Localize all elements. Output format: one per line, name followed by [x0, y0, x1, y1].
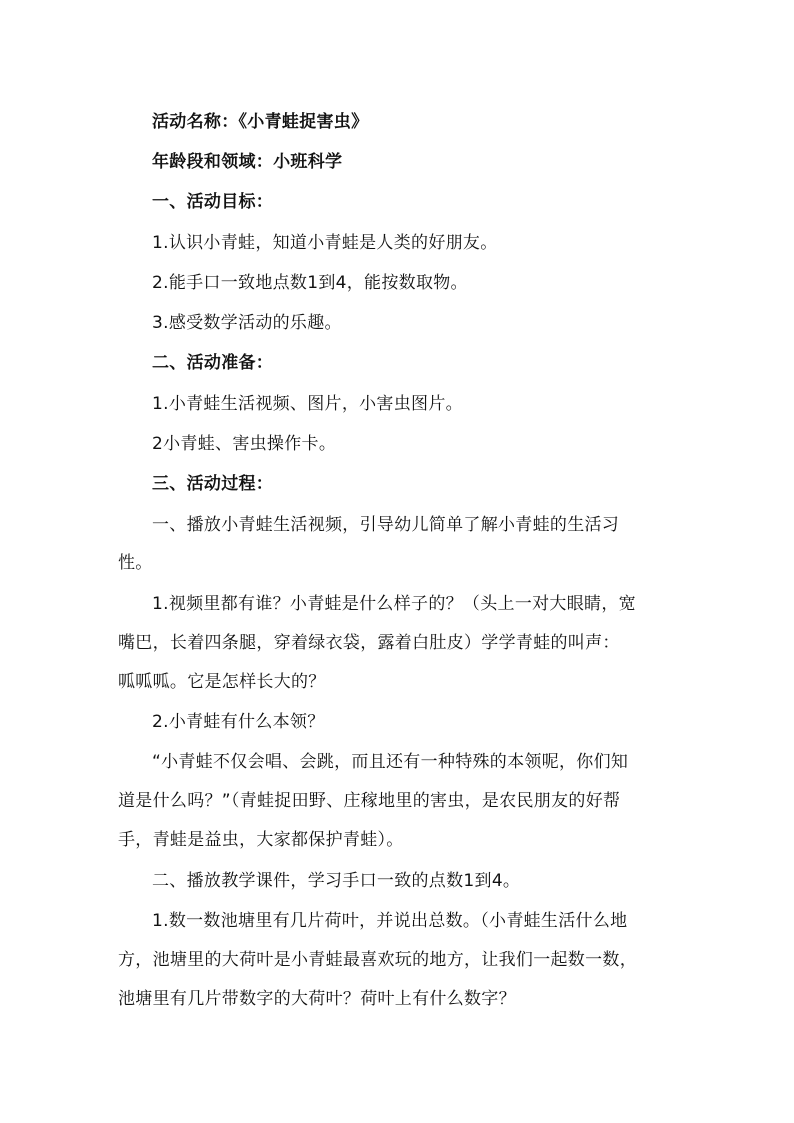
process-line: 道是什么吗？”（青蛙捉田野、庄稼地里的害虫，是农民朋友的好帮	[118, 791, 621, 811]
process-line: “小青蛙不仅会唱、会跳，而且还有一种特殊的本领呢，你们知	[152, 752, 629, 772]
process-line: 手，青蛙是益虫，大家都保护青蛙）。	[118, 830, 404, 850]
goal-item: 1.认识小青蛙，知道小青蛙是人类的好朋友。	[152, 233, 498, 253]
process-line: 2.小青蛙有什么本领？	[152, 712, 325, 732]
process-line: 呱呱呱。它是怎样长大的？	[118, 672, 326, 692]
goals-heading: 一、活动目标：	[152, 192, 274, 212]
goal-item: 3.感受数学活动的乐趣。	[152, 313, 342, 333]
process-line: 一、播放小青蛙生活视频，引导幼儿简单了解小青蛙的生活习	[152, 515, 620, 535]
process-line: 1.视频里都有谁？小青蛙是什么样子的？（头上一对大眼睛，宽	[152, 594, 636, 614]
process-line: 性。	[118, 553, 153, 573]
process-line: 方，池塘里的大荷叶是小青蛙最喜欢玩的地方，让我们一起数一数，	[118, 950, 637, 970]
prep-item: 1.小青蛙生活视频、图片，小害虫图片。	[152, 394, 463, 414]
process-heading: 三、活动过程：	[152, 474, 274, 494]
goal-item: 2.能手口一致地点数1到4，能按数取物。	[152, 273, 468, 293]
process-line: 二、播放教学课件，学习手口一致的点数1到4。	[152, 871, 521, 891]
process-line: 嘴巴，长着四条腿，穿着绿衣袋，露着白肚皮）学学青蛙的叫声：	[118, 633, 620, 653]
age-and-domain: 年龄段和领域：小班科学	[152, 152, 343, 172]
prep-item: 2小青蛙、害虫操作卡。	[152, 434, 337, 454]
prep-heading: 二、活动准备：	[152, 353, 274, 373]
process-line: 池塘里有几片带数字的大荷叶？荷叶上有什么数字？	[118, 989, 516, 1009]
process-line: 1.数一数池塘里有几片荷叶，并说出总数。（小青蛙生活什么地	[152, 911, 628, 931]
activity-name: 活动名称：《小青蛙捉害虫》	[152, 112, 369, 132]
